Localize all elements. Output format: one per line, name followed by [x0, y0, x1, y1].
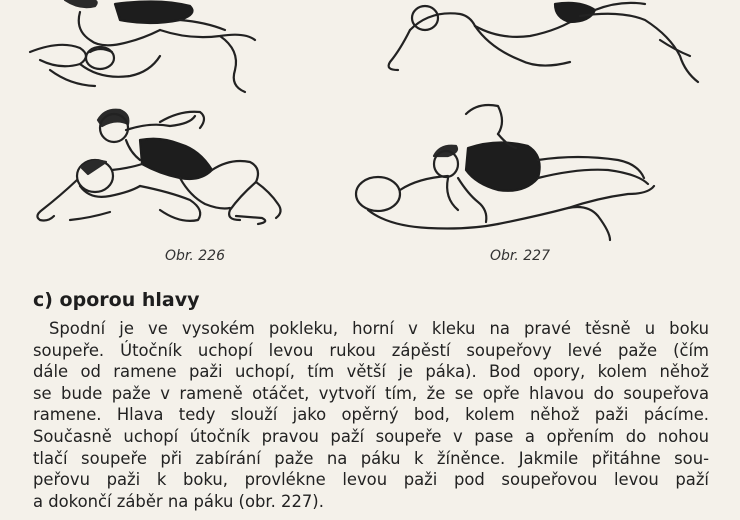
paragraph-line: dále od ramene paži uchopí, tím větší je páka). Bod opory, kolem něhož — [33, 362, 709, 382]
paragraph-line: ramene. Hlava tedy slouží jako opěrný bod, kolem něhož paži pácíme. — [33, 405, 709, 425]
paragraph-line: Spodní je ve vysokém pokleku, horní v kleku na pravé těsně u boku — [49, 319, 709, 338]
figure-226-illustration — [30, 100, 300, 240]
section-heading: c) oporou hlavy — [33, 289, 200, 311]
paragraph-line: tlačí soupeře při zabírání paže na páku k žíněnce. Jakmile přitáhne sou- — [33, 448, 709, 468]
figure-227-illustration — [348, 98, 668, 243]
figure-227-caption: Obr. 227 — [490, 248, 550, 264]
paragraph-line: Současně uchopí útočník pravou paží soupeře v pase a opřením do nohou — [33, 426, 709, 446]
figure-226-caption: Obr. 226 — [165, 248, 225, 264]
paragraph-line: peřovu paži k boku, provlékne levou paži pod soupeřovou levou paží — [33, 470, 709, 490]
wrestlers-illustration-top-right — [380, 0, 710, 95]
section-body-text — [33, 318, 709, 512]
wrestlers-illustration-top-left — [20, 0, 320, 95]
paragraph-line: se bude paže v rameně otáčet, vytvoří tím, že se opře hlavou do soupeřova — [33, 383, 709, 403]
paragraph-line: a dokončí záběr na páku (obr. 227). — [33, 491, 324, 511]
paragraph-line: soupeře. Útočník uchopí levou rukou zápěstí soupeřovy levé paže (čím — [33, 340, 709, 360]
